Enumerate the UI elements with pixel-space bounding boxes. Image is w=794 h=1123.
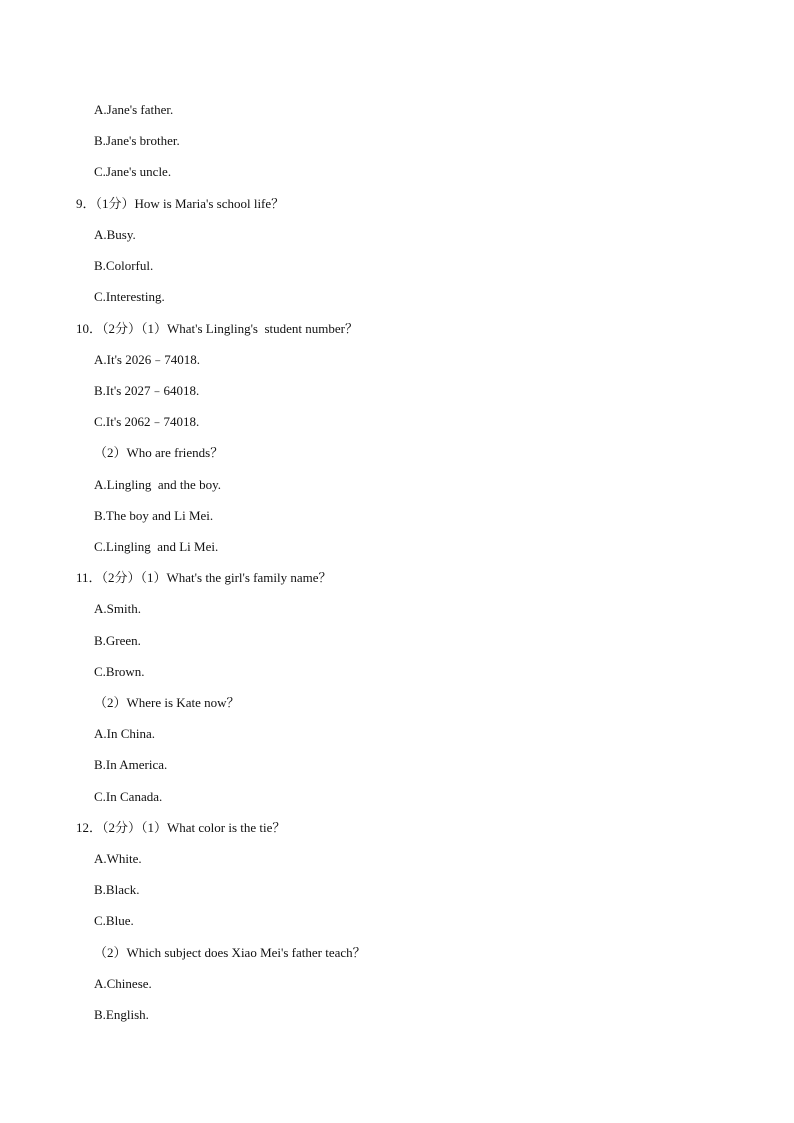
q8-option-c: C.Jane's uncle. [94,164,172,179]
q10-p1-option-a: A.It's 2026﹣74018. [94,352,200,367]
q11-question: 11．（2分）（1）What's the girl's family name？ [76,570,332,585]
q12-p1-option-b: B.Black. [94,882,140,897]
q10-p1-option-c: C.It's 2062﹣74018. [94,414,200,429]
q11-p2-option-b: B.In America. [94,757,168,772]
q9-option-a: A.Busy. [94,227,136,242]
q11-p2-option-a: A.In China. [94,726,156,741]
q11-p1-option-c: C.Brown. [94,664,145,679]
q10-question: 10．（2分）（1）What's Lingling's student number？ [76,321,358,336]
q12-p2-option-a: A.Chinese. [94,976,152,991]
q10-p1-option-b: B.It's 2027﹣64018. [94,383,200,398]
q12-p1-option-a: A.White. [94,851,142,866]
q11-p1-option-a: A.Smith. [94,601,141,616]
q11-part2-question: （2）Where is Kate now？ [94,695,240,710]
q11-p1-option-b: B.Green. [94,633,141,648]
q10-part2-question: （2）Who are friends？ [94,445,224,460]
q9-option-b: B.Colorful. [94,258,154,273]
q12-part2-question: （2）Which subject does Xiao Mei's father teach？ [94,945,366,960]
q9-option-c: C.Interesting. [94,289,165,304]
q10-p2-option-b: B.The boy and Li Mei. [94,508,214,523]
q9-question: 9．（1分）How is Maria's school life？ [76,196,285,211]
q12-p2-option-b: B.English. [94,1007,149,1022]
q12-question: 12．（2分）（1）What color is the tie？ [76,820,286,835]
q8-option-a: A.Jane's father. [94,102,174,117]
q10-p2-option-a: A.Lingling and the boy. [94,477,221,492]
q10-p2-option-c: C.Lingling and Li Mei. [94,539,219,554]
q11-p2-option-c: C.In Canada. [94,789,163,804]
q8-option-b: B.Jane's brother. [94,133,180,148]
q12-p1-option-c: C.Blue. [94,913,134,928]
